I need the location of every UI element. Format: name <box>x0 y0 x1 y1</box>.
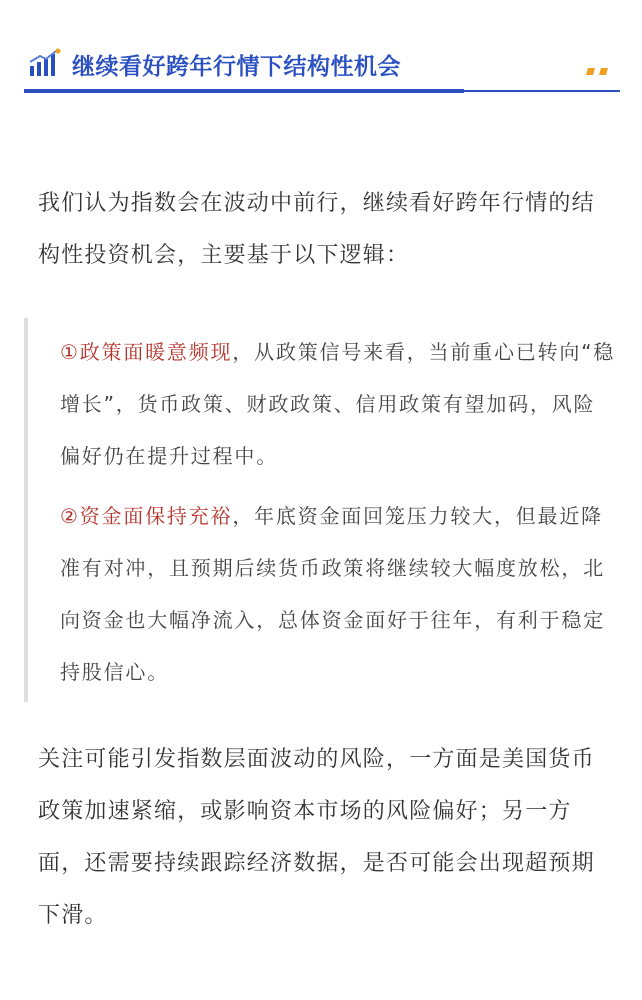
intro-paragraph: 我们认为指数会在波动中前行，继续看好跨年行情的结构性投资机会，主要基于以下逻辑： <box>38 191 595 268</box>
point-liquidity-text: ，年底资金面回笼压力较大，但最近降准有对冲，且预期后续货币政策将继续较大幅度放松，北向资金也大幅净流入，总体资金面好于往年，有利于稳定持股信心。 <box>60 504 605 684</box>
closing-paragraph: 关注可能引发指数层面波动的风险，一方面是美国货币政策加速紧缩，或影响资本市场的风险偏好；另一方面，还需要持续跟踪经济数据，是否可能会出现超预期下滑。 <box>38 747 595 928</box>
key-points-quote <box>24 318 616 702</box>
section-header <box>24 38 620 92</box>
point-liquidity <box>60 490 616 698</box>
point-liquidity-highlight: ②资金面保持充裕 <box>60 504 233 528</box>
section-title: 继续看好跨年行情下结构性机会 <box>72 54 401 80</box>
point-policy <box>60 326 616 482</box>
point-policy-text: ，从政策信号来看，当前重心已转向“稳增长”，货币政策、财政政策、信用政策有望加码，风险偏好仍在提升过程中。 <box>60 340 616 468</box>
bar-chart-icon <box>28 48 62 78</box>
decorative-dots-icon <box>586 66 612 76</box>
point-policy-highlight: ①政策面暖意频现 <box>60 340 233 364</box>
header-underline-accent <box>24 89 464 93</box>
